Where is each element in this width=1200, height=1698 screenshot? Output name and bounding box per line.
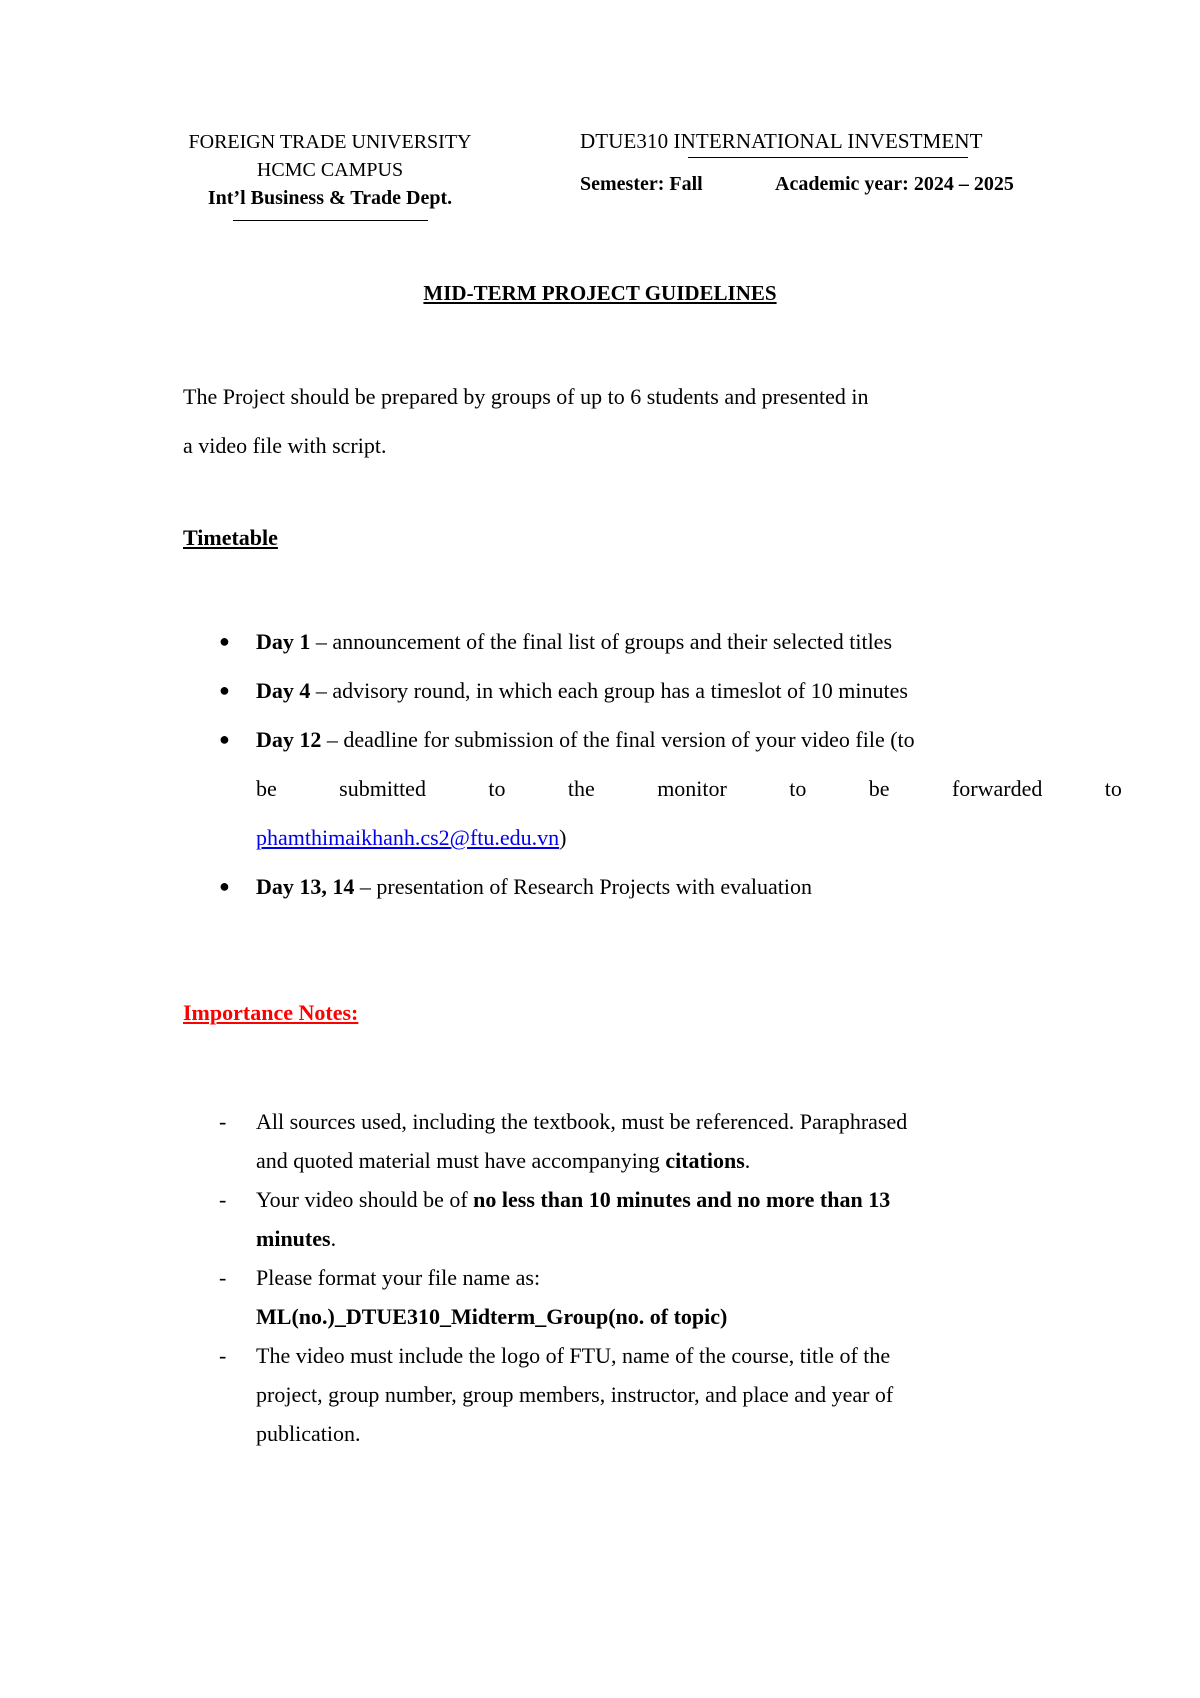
timetable-list bbox=[219, 617, 1122, 911]
campus-name: HCMC CAMPUS bbox=[256, 159, 404, 181]
note-line: project, group number, group members, instructor, and place and year of bbox=[256, 1382, 894, 1407]
note-line: The video must include the logo of FTU, name of the course, title of the bbox=[256, 1343, 891, 1368]
university-name: FOREIGN TRADE UNIVERSITY bbox=[188, 131, 472, 153]
day-label: Day 13, 14 bbox=[256, 874, 355, 899]
intro-line-2: a video file with script. bbox=[183, 433, 387, 458]
intro-paragraph bbox=[183, 372, 1083, 470]
word: submitted bbox=[339, 776, 426, 801]
note-text: Your video should be of bbox=[256, 1187, 474, 1212]
day-text: – presentation of Research Projects with evaluation bbox=[354, 874, 812, 899]
file-name-format: ML(no.)_DTUE310_Midterm_Group(no. of topic) bbox=[256, 1304, 728, 1329]
day-label: Day 12 bbox=[256, 727, 322, 752]
word: to bbox=[488, 776, 506, 801]
bullet-icon: ● bbox=[219, 631, 230, 651]
note-line: publication. bbox=[256, 1421, 361, 1446]
notes-heading: Importance Notes: bbox=[183, 1000, 359, 1025]
word: be bbox=[868, 776, 890, 801]
list-item bbox=[219, 862, 1122, 911]
list-item bbox=[219, 1102, 1129, 1180]
university-header bbox=[150, 128, 510, 221]
note-bold-text: minutes bbox=[256, 1226, 331, 1251]
word: be bbox=[256, 776, 277, 801]
list-item bbox=[219, 1180, 1129, 1258]
academic-year: Academic year: 2024 – 2025 bbox=[775, 173, 1014, 195]
dash-icon: - bbox=[219, 1109, 227, 1134]
notes-list bbox=[219, 1102, 1129, 1453]
bullet-icon: ● bbox=[219, 876, 230, 896]
note-line bbox=[256, 1141, 1129, 1180]
list-item bbox=[219, 617, 1122, 666]
note-bold-text: citations bbox=[665, 1148, 745, 1173]
list-item bbox=[219, 715, 1122, 862]
word: to bbox=[789, 776, 807, 801]
word: to bbox=[1104, 776, 1122, 801]
note-line: All sources used, including the textbook, must be referenced. Paraphrased bbox=[256, 1109, 908, 1134]
word: forwarded bbox=[951, 776, 1043, 801]
note-text: . bbox=[330, 1226, 337, 1251]
day-text: – deadline for submission of the final version of your video file (to bbox=[321, 727, 915, 752]
note-line bbox=[256, 1219, 1129, 1258]
note-text: and quoted material must have accompanying bbox=[256, 1148, 666, 1173]
email-link[interactable]: phamthimaikhanh.cs2@ftu.edu.vn bbox=[256, 825, 560, 850]
timetable-heading: Timetable bbox=[183, 525, 278, 550]
semester: Semester: Fall bbox=[580, 173, 703, 195]
header-right-divider bbox=[688, 157, 968, 158]
bullet-icon: ● bbox=[219, 729, 230, 749]
note-line bbox=[256, 1180, 1129, 1219]
note-bold-text: no less than 10 minutes and no more than 13 bbox=[473, 1187, 891, 1212]
list-item bbox=[219, 1336, 1129, 1453]
note-text: . bbox=[744, 1148, 751, 1173]
word: the bbox=[567, 776, 595, 801]
list-item bbox=[219, 666, 1122, 715]
bullet-icon: ● bbox=[219, 680, 230, 700]
dash-icon: - bbox=[219, 1265, 227, 1290]
day-label: Day 1 bbox=[256, 629, 311, 654]
list-item bbox=[219, 1258, 1129, 1336]
dash-icon: - bbox=[219, 1187, 227, 1212]
course-header bbox=[580, 127, 1140, 198]
word: monitor bbox=[657, 776, 727, 801]
day-label: Day 4 bbox=[256, 678, 311, 703]
note-line: Please format your file name as: bbox=[256, 1265, 541, 1290]
intro-line-1: The Project should be prepared by groups of up to 6 students and presented in bbox=[183, 384, 869, 409]
day-text: – advisory round, in which each group has a timeslot of 10 minutes bbox=[310, 678, 908, 703]
email-close-paren: ) bbox=[559, 825, 567, 850]
header-left-divider bbox=[233, 220, 428, 221]
dash-icon: - bbox=[219, 1343, 227, 1368]
page-title: MID-TERM PROJECT GUIDELINES bbox=[423, 281, 777, 305]
justified-line bbox=[256, 764, 1122, 813]
department-name: Int’l Business & Trade Dept. bbox=[207, 187, 453, 209]
day-text: – announcement of the final list of groups and their selected titles bbox=[310, 629, 893, 654]
semester-row bbox=[580, 170, 1140, 198]
course-name: DTUE310 INTERNATIONAL INVESTMENT bbox=[580, 129, 983, 153]
